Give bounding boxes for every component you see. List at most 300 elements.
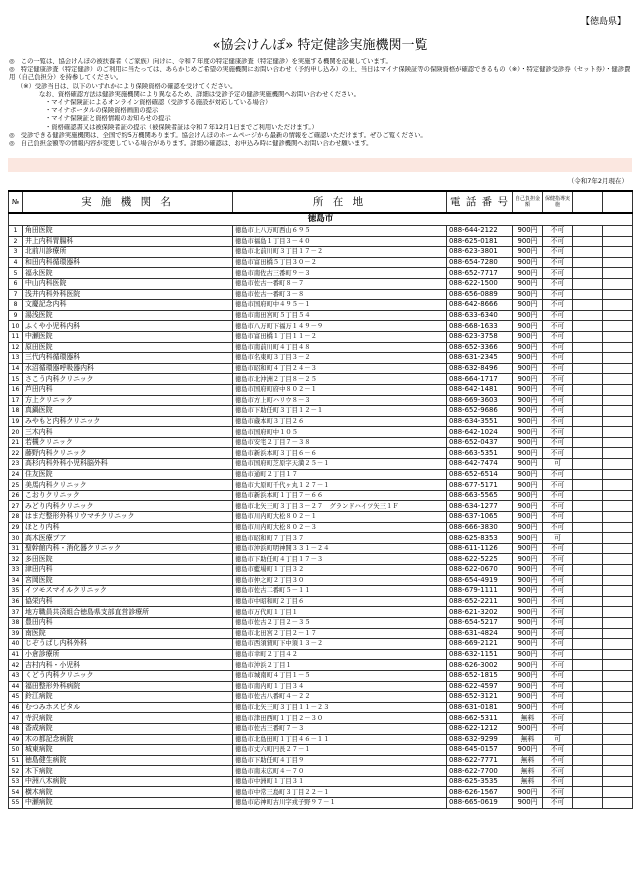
row-blank	[603, 374, 633, 385]
row-fee: 900円	[513, 331, 543, 342]
row-name: みやもと内科クリニック	[23, 416, 233, 427]
row-no: 6	[9, 278, 23, 289]
row-name: 方上クリニック	[23, 395, 233, 406]
row-blank	[573, 702, 603, 713]
row-blank	[573, 437, 603, 448]
row-fee: 900円	[513, 374, 543, 385]
as-of-date: （令和7年2月現在）	[567, 177, 628, 185]
row-address: 徳島市丈六町円長２７－１	[233, 745, 447, 756]
row-name: 三代内科循環器科	[23, 353, 233, 364]
row-phone: 088-622-1500	[447, 278, 513, 289]
row-guidance: 不可	[543, 448, 573, 459]
row-address: 徳島市上八万町西山６９５	[233, 226, 447, 237]
row-blank	[573, 331, 603, 342]
row-guidance: 不可	[543, 247, 573, 258]
table-row	[9, 681, 633, 692]
table-row	[9, 459, 633, 470]
row-guidance: 不可	[543, 745, 573, 756]
note-line: ・マイナ保険証によるオンライン資格確認（受診する施設が対応している場合）	[45, 99, 272, 107]
row-phone: 088-652-9686	[447, 406, 513, 417]
row-blank	[573, 374, 603, 385]
row-address: 徳島市川内町大松８０２－１	[233, 512, 447, 523]
row-no: 14	[9, 363, 23, 374]
row-fee: 900円	[513, 226, 543, 237]
row-no: 15	[9, 374, 23, 385]
table-row	[9, 268, 633, 279]
row-no: 36	[9, 596, 23, 607]
row-guidance: 不可	[543, 575, 573, 586]
table-row	[9, 745, 633, 756]
row-blank	[573, 617, 603, 628]
row-blank	[603, 416, 633, 427]
row-address: 徳島市南田宮町５丁目５４	[233, 310, 447, 321]
row-blank	[603, 543, 633, 554]
row-address: 徳島市万代町１丁目１	[233, 607, 447, 618]
row-fee: 900円	[513, 512, 543, 523]
row-fee: 無料	[513, 755, 543, 766]
row-blank	[573, 670, 603, 681]
row-address: 徳島市国府町府中８０２－１	[233, 384, 447, 395]
row-guidance: 不可	[543, 639, 573, 650]
row-blank	[573, 384, 603, 395]
row-fee: 900円	[513, 586, 543, 597]
row-name: ほとり内科	[23, 522, 233, 533]
row-name: 小倉診療所	[23, 649, 233, 660]
row-phone: 088-652-1815	[447, 670, 513, 681]
row-phone: 088-642-1024	[447, 427, 513, 438]
row-fee: 900円	[513, 257, 543, 268]
row-phone: 088-631-2345	[447, 353, 513, 364]
row-no: 9	[9, 310, 23, 321]
row-no: 41	[9, 649, 23, 660]
row-guidance: 不可	[543, 776, 573, 787]
row-blank	[603, 278, 633, 289]
row-blank	[603, 437, 633, 448]
row-blank	[603, 787, 633, 798]
row-phone: 088-633-6340	[447, 310, 513, 321]
row-blank	[603, 660, 633, 671]
row-name: はまだ整形外科リウマチクリニック	[23, 512, 233, 523]
row-blank	[603, 448, 633, 459]
row-blank	[603, 469, 633, 480]
row-phone: 088-622-4597	[447, 681, 513, 692]
row-name: 城東病院	[23, 745, 233, 756]
col-guidance: 保健指導実施	[543, 191, 573, 213]
row-phone: 088-652-3121	[447, 692, 513, 703]
table-row	[9, 353, 633, 364]
table-row	[9, 755, 633, 766]
table-body	[9, 213, 633, 808]
row-fee: 900円	[513, 300, 543, 311]
row-blank	[573, 639, 603, 650]
row-guidance: 不可	[543, 278, 573, 289]
row-blank	[603, 300, 633, 311]
row-blank	[573, 512, 603, 523]
table-row	[9, 565, 633, 576]
row-address: 徳島市南末広町４－７０	[233, 766, 447, 777]
table-row	[9, 374, 633, 385]
row-blank	[573, 533, 603, 544]
table-row	[9, 575, 633, 586]
row-fee: 900円	[513, 617, 543, 628]
row-name: 協栄内科	[23, 596, 233, 607]
row-blank	[573, 586, 603, 597]
row-no: 8	[9, 300, 23, 311]
row-name: 福田整形外科病院	[23, 681, 233, 692]
row-phone: 088-634-3551	[447, 416, 513, 427]
row-address: 徳島市沖浜町明神開３３１－２４	[233, 543, 447, 554]
row-address: 徳島市幸町２丁目４２	[233, 649, 447, 660]
row-name: 角田医院	[23, 226, 233, 237]
row-guidance: 可	[543, 459, 573, 470]
table-row	[9, 554, 633, 565]
row-phone: 088-622-0670	[447, 565, 513, 576]
row-no: 38	[9, 617, 23, 628]
row-blank	[573, 628, 603, 639]
row-no: 17	[9, 395, 23, 406]
row-name: 和田内科循環器科	[23, 257, 233, 268]
row-fee: 900円	[513, 607, 543, 618]
col-blank-1	[573, 191, 603, 213]
row-address: 徳島市下助任町４丁目９	[233, 755, 447, 766]
row-blank	[603, 501, 633, 512]
row-address: 徳島市仲之町２丁目３０	[233, 575, 447, 586]
row-guidance: 不可	[543, 543, 573, 554]
row-name: 北前川診療所	[23, 247, 233, 258]
row-phone: 088-637-1065	[447, 512, 513, 523]
row-guidance: 不可	[543, 692, 573, 703]
row-phone: 088-664-1717	[447, 374, 513, 385]
row-no: 18	[9, 406, 23, 417]
row-address: 徳島市佐古２丁目２－３５	[233, 617, 447, 628]
row-phone: 088-669-3603	[447, 395, 513, 406]
table-row	[9, 416, 633, 427]
row-no: 21	[9, 437, 23, 448]
row-name: 香成病院	[23, 723, 233, 734]
row-fee: 900円	[513, 363, 543, 374]
row-blank	[573, 490, 603, 501]
row-blank	[573, 543, 603, 554]
row-address: 徳島市南佐古三番町９－３	[233, 268, 447, 279]
row-address: 徳島市大原町千代ヶ丸１２７－１	[233, 480, 447, 491]
row-blank	[603, 617, 633, 628]
row-name: 中瀬病院	[23, 798, 233, 809]
row-blank	[573, 416, 603, 427]
institutions-table	[8, 190, 633, 809]
row-guidance: 不可	[543, 755, 573, 766]
table-row	[9, 395, 633, 406]
row-name: くどう内科クリニック	[23, 670, 233, 681]
row-fee: 900円	[513, 289, 543, 300]
row-blank	[573, 342, 603, 353]
row-no: 28	[9, 512, 23, 523]
row-fee: 900円	[513, 501, 543, 512]
row-address: 徳島市国府町中１０５	[233, 427, 447, 438]
row-phone: 088-611-1126	[447, 543, 513, 554]
table-row	[9, 406, 633, 417]
row-phone: 088-622-7771	[447, 755, 513, 766]
table-row	[9, 787, 633, 798]
row-fee: 900円	[513, 480, 543, 491]
row-blank	[573, 723, 603, 734]
table-row	[9, 522, 633, 533]
row-address: 徳島市佐古三番町７－３	[233, 723, 447, 734]
row-no: 43	[9, 670, 23, 681]
row-guidance: 不可	[543, 723, 573, 734]
row-no: 37	[9, 607, 23, 618]
row-fee: 900円	[513, 469, 543, 480]
table-row	[9, 384, 633, 395]
row-phone: 088-631-0181	[447, 702, 513, 713]
row-guidance: 不可	[543, 681, 573, 692]
row-phone: 088-625-0181	[447, 236, 513, 247]
row-address: 徳島市中昭和町２丁目６	[233, 596, 447, 607]
row-name: 多田医院	[23, 554, 233, 565]
row-blank	[603, 596, 633, 607]
row-address: 徳島市下助任町３丁目１２－１	[233, 406, 447, 417]
table-row	[9, 331, 633, 342]
row-blank	[573, 427, 603, 438]
row-blank	[603, 247, 633, 258]
row-fee: 900円	[513, 543, 543, 554]
row-no: 45	[9, 692, 23, 703]
row-guidance: 不可	[543, 384, 573, 395]
row-phone: 088-656-0889	[447, 289, 513, 300]
row-no: 7	[9, 289, 23, 300]
row-address: 徳島市西須賀町下中須１３－２	[233, 639, 447, 650]
row-fee: 900円	[513, 723, 543, 734]
row-address: 徳島市下助任町４丁目１７－３	[233, 554, 447, 565]
row-fee: 900円	[513, 565, 543, 576]
row-name: 藤野内科クリニック	[23, 448, 233, 459]
row-name: 文慶記念内科	[23, 300, 233, 311]
row-name: 中洲八木病院	[23, 776, 233, 787]
row-blank	[603, 745, 633, 756]
row-address: 徳島市富田橋５丁目３０－２	[233, 257, 447, 268]
row-no: 4	[9, 257, 23, 268]
table-row	[9, 512, 633, 523]
row-no: 16	[9, 384, 23, 395]
row-address: 徳島市富田橋１丁目１１－２	[233, 331, 447, 342]
row-blank	[603, 755, 633, 766]
row-name: 寺沢病院	[23, 713, 233, 724]
row-blank	[603, 353, 633, 364]
row-blank	[603, 321, 633, 332]
region-header: 徳島市	[9, 213, 633, 226]
row-no: 20	[9, 427, 23, 438]
row-name: 南医院	[23, 628, 233, 639]
row-fee: 900円	[513, 459, 543, 470]
row-blank	[603, 363, 633, 374]
row-address: 徳島市川内町大松８０２－３	[233, 522, 447, 533]
row-no: 10	[9, 321, 23, 332]
row-fee: 900円	[513, 692, 543, 703]
row-name: 中瀬医院	[23, 331, 233, 342]
table-row	[9, 236, 633, 247]
row-blank	[603, 649, 633, 660]
row-name: 鈴江病院	[23, 692, 233, 703]
row-blank	[573, 692, 603, 703]
table-row	[9, 448, 633, 459]
row-blank	[573, 745, 603, 756]
row-phone: 088-634-1277	[447, 501, 513, 512]
row-blank	[573, 565, 603, 576]
row-address: 徳島市通町２丁目１７	[233, 469, 447, 480]
row-name: 豊田内科	[23, 617, 233, 628]
row-guidance: 不可	[543, 512, 573, 523]
row-blank	[573, 766, 603, 777]
row-fee: 無料	[513, 766, 543, 777]
row-fee: 900円	[513, 681, 543, 692]
table-row	[9, 649, 633, 660]
row-blank	[573, 755, 603, 766]
row-fee: 900円	[513, 596, 543, 607]
row-guidance: 不可	[543, 787, 573, 798]
row-phone: 088-632-8496	[447, 363, 513, 374]
row-phone: 088-622-7700	[447, 766, 513, 777]
row-name: 宮岡医院	[23, 575, 233, 586]
row-no: 40	[9, 639, 23, 650]
row-no: 26	[9, 490, 23, 501]
row-guidance: 不可	[543, 300, 573, 311]
row-guidance: 不可	[543, 766, 573, 777]
row-no: 54	[9, 787, 23, 798]
row-blank	[603, 639, 633, 650]
row-address: 徳島市北島田町１丁目４６－１１	[233, 734, 447, 745]
note-line: ◎ この一覧は、協会けんぽの被扶養者（ご家族）向けに、令和７年度の特定健康診査（特定健診）を実施する機関を記載しています。	[9, 58, 392, 65]
col-address: 所 在 地	[233, 191, 447, 213]
row-fee: 900円	[513, 353, 543, 364]
row-no: 11	[9, 331, 23, 342]
row-phone: 088-623-3758	[447, 331, 513, 342]
row-address: 徳島市佐古一番町８－７	[233, 278, 447, 289]
row-fee: 900円	[513, 395, 543, 406]
notes-block	[9, 58, 633, 148]
row-name: 若槻クリニック	[23, 437, 233, 448]
table-row	[9, 776, 633, 787]
row-guidance: 不可	[543, 713, 573, 724]
row-phone: 088-632-1151	[447, 649, 513, 660]
row-no: 33	[9, 565, 23, 576]
col-phone: 電 話 番 号	[447, 191, 513, 213]
row-no: 27	[9, 501, 23, 512]
row-phone: 088-663-5565	[447, 490, 513, 501]
row-guidance: 不可	[543, 374, 573, 385]
row-fee: 900円	[513, 268, 543, 279]
row-blank	[603, 236, 633, 247]
row-blank	[573, 787, 603, 798]
row-name: 徳島健生病院	[23, 755, 233, 766]
row-blank	[603, 776, 633, 787]
row-fee: 900円	[513, 533, 543, 544]
row-fee: 900円	[513, 490, 543, 501]
col-no: №	[9, 191, 23, 213]
row-address: 徳島市北前川町３丁目１７－２	[233, 247, 447, 258]
row-address: 徳島市佐古二番町５－１１	[233, 586, 447, 597]
row-address: 徳島市南前川町４丁目４８	[233, 342, 447, 353]
row-address: 徳島市藍場町１丁目３２	[233, 565, 447, 576]
row-name: 木下病院	[23, 766, 233, 777]
row-name: さこう内科クリニック	[23, 374, 233, 385]
row-blank	[603, 670, 633, 681]
row-blank	[603, 766, 633, 777]
row-address: 徳島市福島１丁目３－４０	[233, 236, 447, 247]
row-no: 12	[9, 342, 23, 353]
row-address: 徳島市昭和町７丁目３７	[233, 533, 447, 544]
row-guidance: 不可	[543, 501, 573, 512]
row-fee: 900円	[513, 787, 543, 798]
table-row	[9, 501, 633, 512]
row-no: 1	[9, 226, 23, 237]
row-fee: 900円	[513, 639, 543, 650]
table-row	[9, 300, 633, 311]
row-address: 徳島市蔵本町３丁目２６	[233, 416, 447, 427]
row-guidance: 不可	[543, 236, 573, 247]
row-guidance: 不可	[543, 363, 573, 374]
table-row	[9, 437, 633, 448]
row-fee: 900円	[513, 310, 543, 321]
row-name: 浅井内科外科医院	[23, 289, 233, 300]
row-guidance: 不可	[543, 617, 573, 628]
row-guidance: 不可	[543, 416, 573, 427]
row-fee: 900円	[513, 437, 543, 448]
prefecture-tag: 【徳島県】	[580, 17, 626, 27]
row-fee: 無料	[513, 713, 543, 724]
page-title: «協会けんぽ» 特定健診実施機関一覧	[212, 38, 428, 53]
table-row	[9, 607, 633, 618]
row-blank	[603, 289, 633, 300]
row-fee: 900円	[513, 384, 543, 395]
row-blank	[573, 448, 603, 459]
table-row	[9, 363, 633, 374]
row-fee: 無料	[513, 776, 543, 787]
row-phone: 088-662-5311	[447, 713, 513, 724]
row-guidance: 不可	[543, 798, 573, 809]
row-phone: 088-642-7474	[447, 459, 513, 470]
row-fee: 900円	[513, 702, 543, 713]
row-blank	[573, 459, 603, 470]
row-blank	[573, 321, 603, 332]
row-blank	[573, 554, 603, 565]
highlight-band	[8, 158, 632, 172]
row-no: 19	[9, 416, 23, 427]
row-address: 徳島市名東町３丁目３－２	[233, 353, 447, 364]
row-name: ふくや小児科内科	[23, 321, 233, 332]
row-name: 津田内科	[23, 565, 233, 576]
row-blank	[573, 480, 603, 491]
table-row	[9, 469, 633, 480]
row-guidance: 不可	[543, 628, 573, 639]
row-phone: 088-654-7280	[447, 257, 513, 268]
table-row	[9, 639, 633, 650]
row-phone: 088-677-5171	[447, 480, 513, 491]
row-no: 35	[9, 586, 23, 597]
row-guidance: 不可	[543, 596, 573, 607]
row-guidance: 可	[543, 734, 573, 745]
row-address: 徳島市北田宮２丁目２－１７	[233, 628, 447, 639]
table-row	[9, 702, 633, 713]
row-name: じぞうばし内科外科	[23, 639, 233, 650]
row-guidance: 不可	[543, 427, 573, 438]
row-guidance: 不可	[543, 310, 573, 321]
row-address: 徳島市城南町４丁目１－５	[233, 670, 447, 681]
row-guidance: 不可	[543, 649, 573, 660]
row-no: 55	[9, 798, 23, 809]
row-fee: 900円	[513, 416, 543, 427]
row-no: 49	[9, 734, 23, 745]
row-name: こおりクリニック	[23, 490, 233, 501]
row-blank	[573, 798, 603, 809]
